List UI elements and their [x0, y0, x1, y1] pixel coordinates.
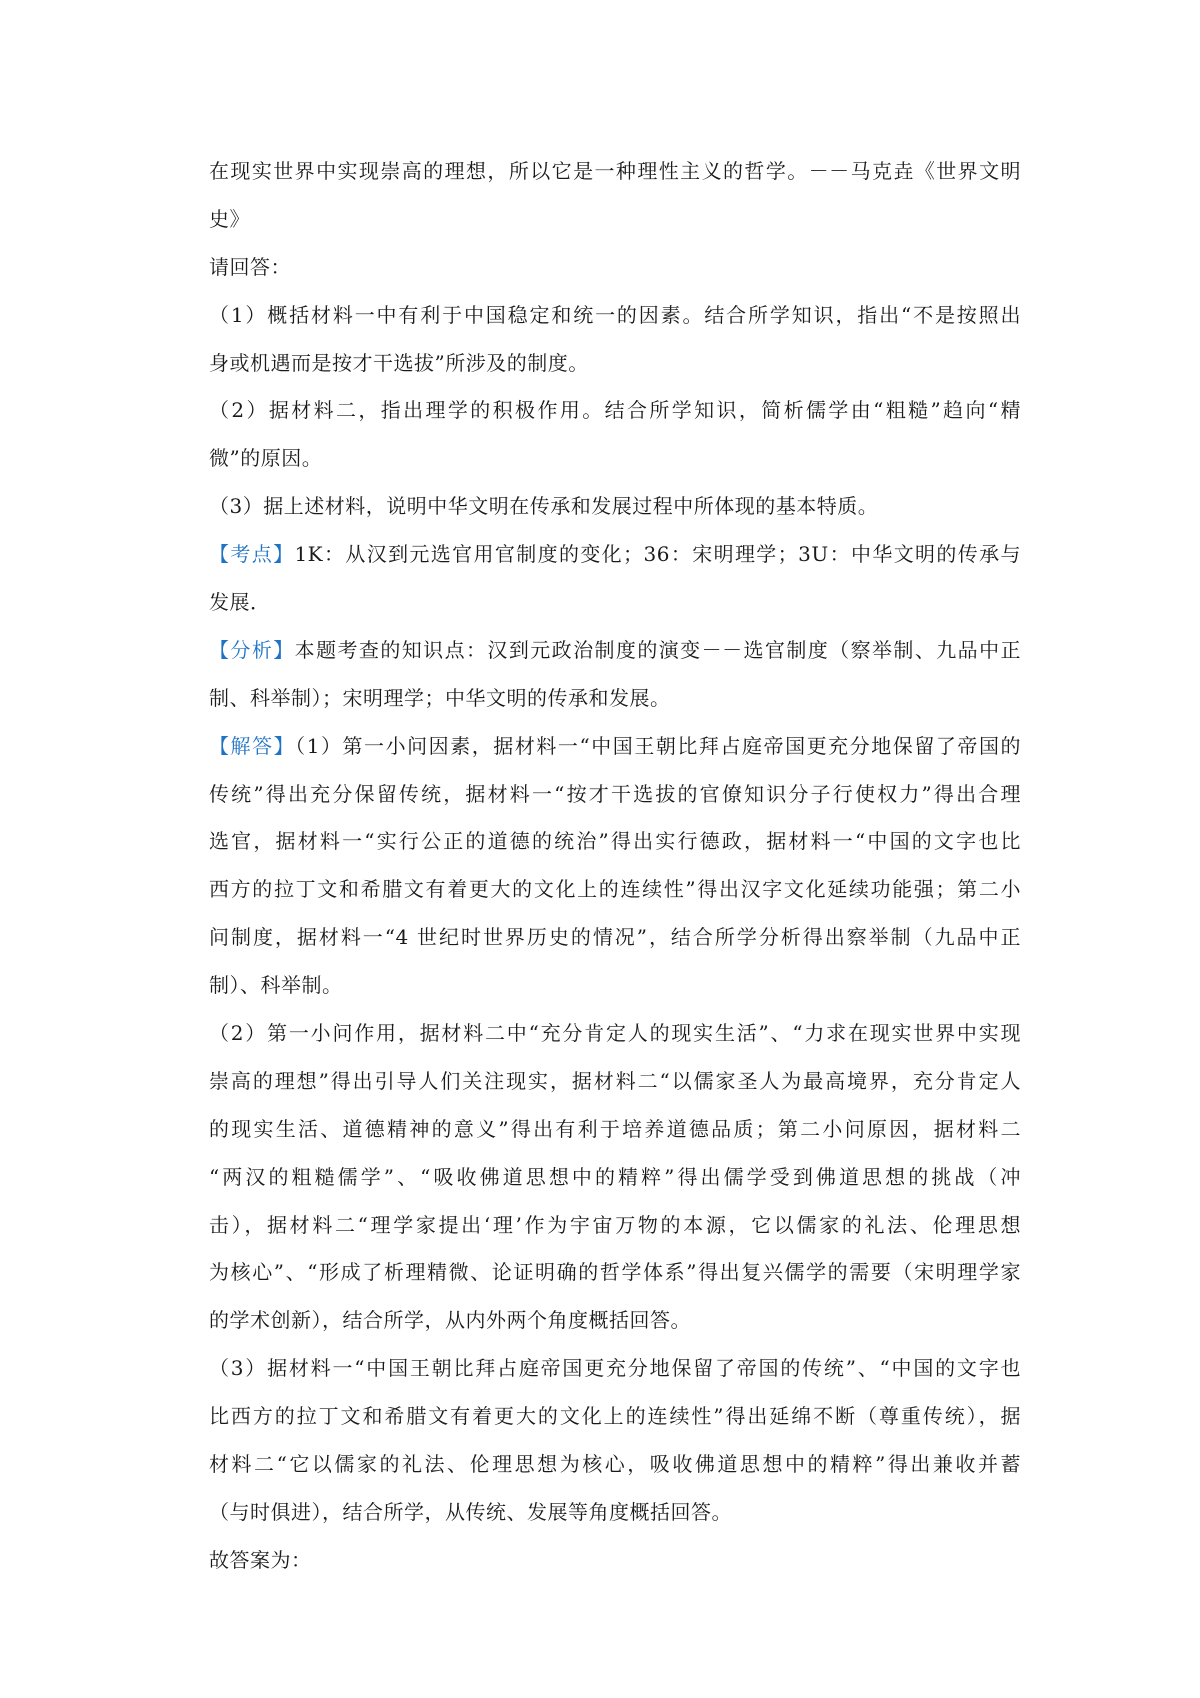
text-line: [209, 1537, 1021, 1585]
section-line: [209, 531, 1021, 579]
line-text: 身或机遇而是按才干选拔”所涉及的制度。: [209, 350, 589, 375]
text-line: [209, 914, 1021, 962]
text-line: [209, 244, 1021, 292]
line-text: 本题考查的知识点：汉到元政治制度的演变－－选官制度（察举制、九品中正: [294, 637, 1021, 662]
line-text: （3）据材料一“中国王朝比拜占庭帝国更充分地保留了帝国的传统”、“中国的文字也: [209, 1356, 1021, 1381]
line-text: “两汉的粗糙儒学”、“吸收佛道思想中的精粹”得出儒学受到佛道思想的挑战（冲: [209, 1164, 1021, 1189]
document-page: [209, 148, 1021, 1585]
line-text: 在现实世界中实现崇高的理想，所以它是一种理性主义的哲学。－－马克垚《世界文明: [209, 159, 1021, 183]
text-line: [209, 1249, 1021, 1297]
line-text: 比西方的拉丁文和希腊文有着更大的文化上的连续性”得出延绵不断（尊重传统），据: [209, 1404, 1021, 1429]
section-line: [209, 627, 1021, 675]
line-text: 击），据材料二“理学家提出‘理’作为宇宙万物的本源，它以儒家的礼法、伦理思想: [209, 1212, 1021, 1237]
line-text: 史》: [209, 206, 250, 231]
line-text: 制）、科举制。: [209, 973, 343, 998]
text-line: [209, 148, 1021, 196]
line-text: （2）据材料二，指出理学的积极作用。结合所学知识，简析儒学由“粗糙”趋向“精: [209, 398, 1021, 423]
text-line: [209, 771, 1021, 819]
text-line: [209, 1202, 1021, 1250]
section-tag: 【考点】: [209, 542, 295, 567]
line-text: （1）第一小问因素，据材料一“中国王朝比拜占庭帝国更充分地保留了帝国的: [295, 733, 1021, 758]
line-text: 微”的原因。: [209, 446, 323, 471]
line-text: 发展．: [209, 590, 271, 615]
line-text: 西方的拉丁文和希腊文有着更大的文化上的连续性”得出汉字文化延续功能强；第二小: [209, 877, 1021, 902]
text-line: [209, 675, 1021, 723]
line-text: 1K：从汉到元选官用官制度的变化；36：宋明理学；3U：中华文明的传承与: [294, 542, 1021, 567]
line-text: 问制度，据材料一“4 世纪时世界历史的情况”，结合所学分析得出察举制（九品中正: [209, 925, 1021, 950]
line-text: （3）据上述材料，说明中华文明在传承和发展过程中所体现的基本特质。: [209, 494, 879, 519]
line-text: 的现实生活、道德精神的意义”得出有利于培养道德品质；第二小问原因，据材料二: [209, 1116, 1021, 1141]
text-line: [209, 1393, 1021, 1441]
line-text: 故答案为：: [209, 1547, 312, 1572]
line-text: 请回答：: [209, 254, 291, 279]
text-line: [209, 1106, 1021, 1154]
text-line: [209, 962, 1021, 1010]
line-text: 传统”得出充分保留传统，据材料一“按才干选拔的官僚知识分子行使权力”得出合理: [209, 781, 1021, 806]
line-text: 制、科举制）；宋明理学；中华文明的传承和发展。: [209, 685, 671, 710]
section-tag: 【解答】: [209, 733, 296, 758]
line-text: 选官，据材料一“实行公正的道德的统治”得出实行德政，据材料一“中国的文字也比: [209, 829, 1021, 854]
line-text: （2）第一小问作用，据材料二中“充分肯定人的现实生活”、“力求在现实世界中实现: [209, 1021, 1021, 1046]
text-line: [209, 435, 1021, 483]
text-line: [209, 866, 1021, 914]
line-text: 崇高的理想”得出引导人们关注现实，据材料二“以儒家圣人为最高境界，充分肯定人: [209, 1068, 1021, 1093]
text-line: [209, 1058, 1021, 1106]
line-text: （1）概括材料一中有利于中国稳定和统一的因素。结合所学知识，指出“不是按照出: [209, 302, 1021, 327]
text-line: [209, 1010, 1021, 1058]
text-line: [209, 196, 1021, 244]
text-line: [209, 1154, 1021, 1202]
text-line: [209, 1489, 1021, 1537]
text-line: [209, 292, 1021, 340]
line-text: 为核心”、“形成了析理精微、论证明确的哲学体系”得出复兴儒学的需要（宋明理学家: [209, 1260, 1021, 1285]
section-tag: 【分析】: [209, 637, 295, 662]
line-text: 材料二“它以儒家的礼法、伦理思想为核心，吸收佛道思想中的精粹”得出兼收并蓄: [209, 1452, 1021, 1477]
text-line: [209, 1441, 1021, 1489]
text-line: [209, 818, 1021, 866]
text-line: [209, 340, 1021, 388]
text-line: [209, 1297, 1021, 1345]
text-line: [209, 483, 1021, 531]
text-line: [209, 1345, 1021, 1393]
line-text: （与时俱进），结合所学，从传统、发展等角度概括回答。: [209, 1499, 732, 1524]
text-line: [209, 387, 1021, 435]
text-line: [209, 579, 1021, 627]
section-line: [209, 723, 1021, 771]
line-text: 的学术创新），结合所学，从内外两个角度概括回答。: [209, 1308, 691, 1333]
